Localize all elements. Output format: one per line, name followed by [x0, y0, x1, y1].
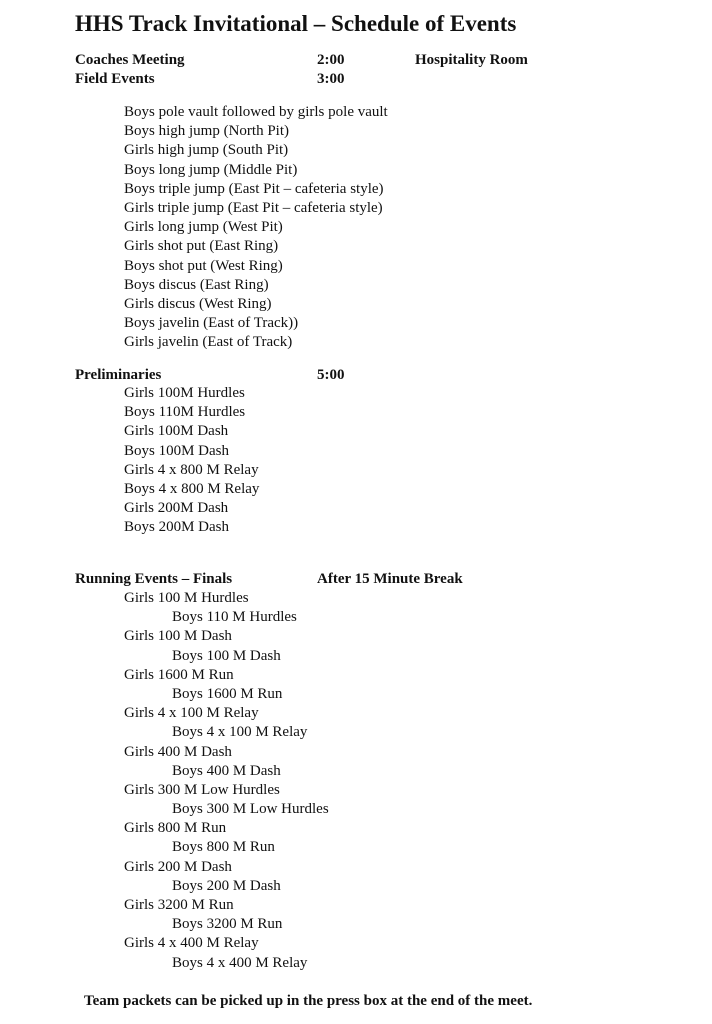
list-item: Boys pole vault followed by girls pole vault	[124, 104, 388, 120]
coaches-meeting-time: 2:00	[317, 52, 345, 68]
finals-time: After 15 Minute Break	[317, 571, 463, 587]
list-item: Girls 1600 M Run	[124, 666, 234, 683]
list-item: Boys 4 x 400 M Relay	[172, 954, 308, 971]
list-item: Boys javelin (East of Track))	[124, 315, 299, 332]
list-item: Boys discus (East Ring)	[124, 276, 269, 293]
page-title: HHS Track Invitational – Schedule of Events	[75, 11, 517, 36]
list-item: Boys 1600 M Run	[172, 685, 283, 702]
list-item: Boys 100M Dash	[124, 442, 230, 459]
list-item: Boys 110 M Hurdles	[172, 609, 297, 626]
list-item: Girls long jump (West Pit)	[124, 219, 283, 236]
list-item: Boys 200M Dash	[124, 519, 230, 536]
list-item: Boys long jump (Middle Pit)	[124, 161, 298, 178]
footer-note: Team packets can be picked up in the press box at the end of the meet.	[84, 993, 533, 1009]
list-item: Girls 200 M Dash	[124, 858, 232, 875]
list-item: Boys shot put (West Ring)	[124, 257, 283, 274]
list-item: Girls 800 M Run	[124, 820, 227, 837]
finals-list	[124, 589, 329, 973]
list-item: Girls high jump (South Pit)	[124, 142, 289, 159]
list-item: Girls 100 M Dash	[124, 628, 232, 645]
list-item: Girls 100M Hurdles	[124, 385, 245, 401]
field-events-label: Field Events	[75, 71, 155, 87]
list-item: Boys 400 M Dash	[172, 762, 281, 779]
list-item: Boys 110M Hurdles	[124, 404, 246, 421]
list-item: Girls 200M Dash	[124, 500, 229, 517]
preliminaries-time: 5:00	[317, 367, 345, 383]
coaches-meeting-location: Hospitality Room	[415, 52, 528, 68]
list-item: Boys 300 M Low Hurdles	[172, 801, 329, 818]
list-item: Girls 400 M Dash	[124, 743, 232, 760]
preliminaries-label: Preliminaries	[75, 367, 162, 383]
list-item: Girls javelin (East of Track)	[124, 334, 293, 351]
list-item: Boys 3200 M Run	[172, 916, 283, 933]
list-item: Girls 4 x 100 M Relay	[124, 705, 259, 722]
list-item: Girls 4 x 800 M Relay	[124, 461, 259, 478]
list-item: Girls 3200 M Run	[124, 897, 234, 913]
list-item: Girls discus (West Ring)	[124, 295, 272, 312]
list-item: Boys 800 M Run	[172, 839, 275, 856]
list-item: Boys 4 x 800 M Relay	[124, 480, 260, 497]
list-item: Girls triple jump (East Pit – cafeteria style)	[124, 199, 383, 216]
list-item: Girls 4 x 400 M Relay	[124, 935, 259, 952]
list-item: Boys high jump (North Pit)	[124, 123, 290, 140]
list-item: Girls 100 M Hurdles	[124, 590, 249, 606]
list-item: Girls 100M Dash	[124, 423, 229, 440]
coaches-meeting-label: Coaches Meeting	[75, 52, 185, 68]
list-item: Girls 300 M Low Hurdles	[124, 781, 280, 798]
list-item: Girls shot put (East Ring)	[124, 238, 279, 255]
field-events-time: 3:00	[317, 71, 345, 87]
list-item: Boys triple jump (East Pit – cafeteria style)	[124, 180, 384, 197]
field-events-list	[124, 103, 388, 352]
preliminaries-list	[124, 384, 259, 538]
list-item: Boys 100 M Dash	[172, 647, 281, 664]
finals-label: Running Events – Finals	[75, 571, 233, 587]
list-item: Boys 4 x 100 M Relay	[172, 724, 308, 741]
list-item: Boys 200 M Dash	[172, 877, 281, 894]
